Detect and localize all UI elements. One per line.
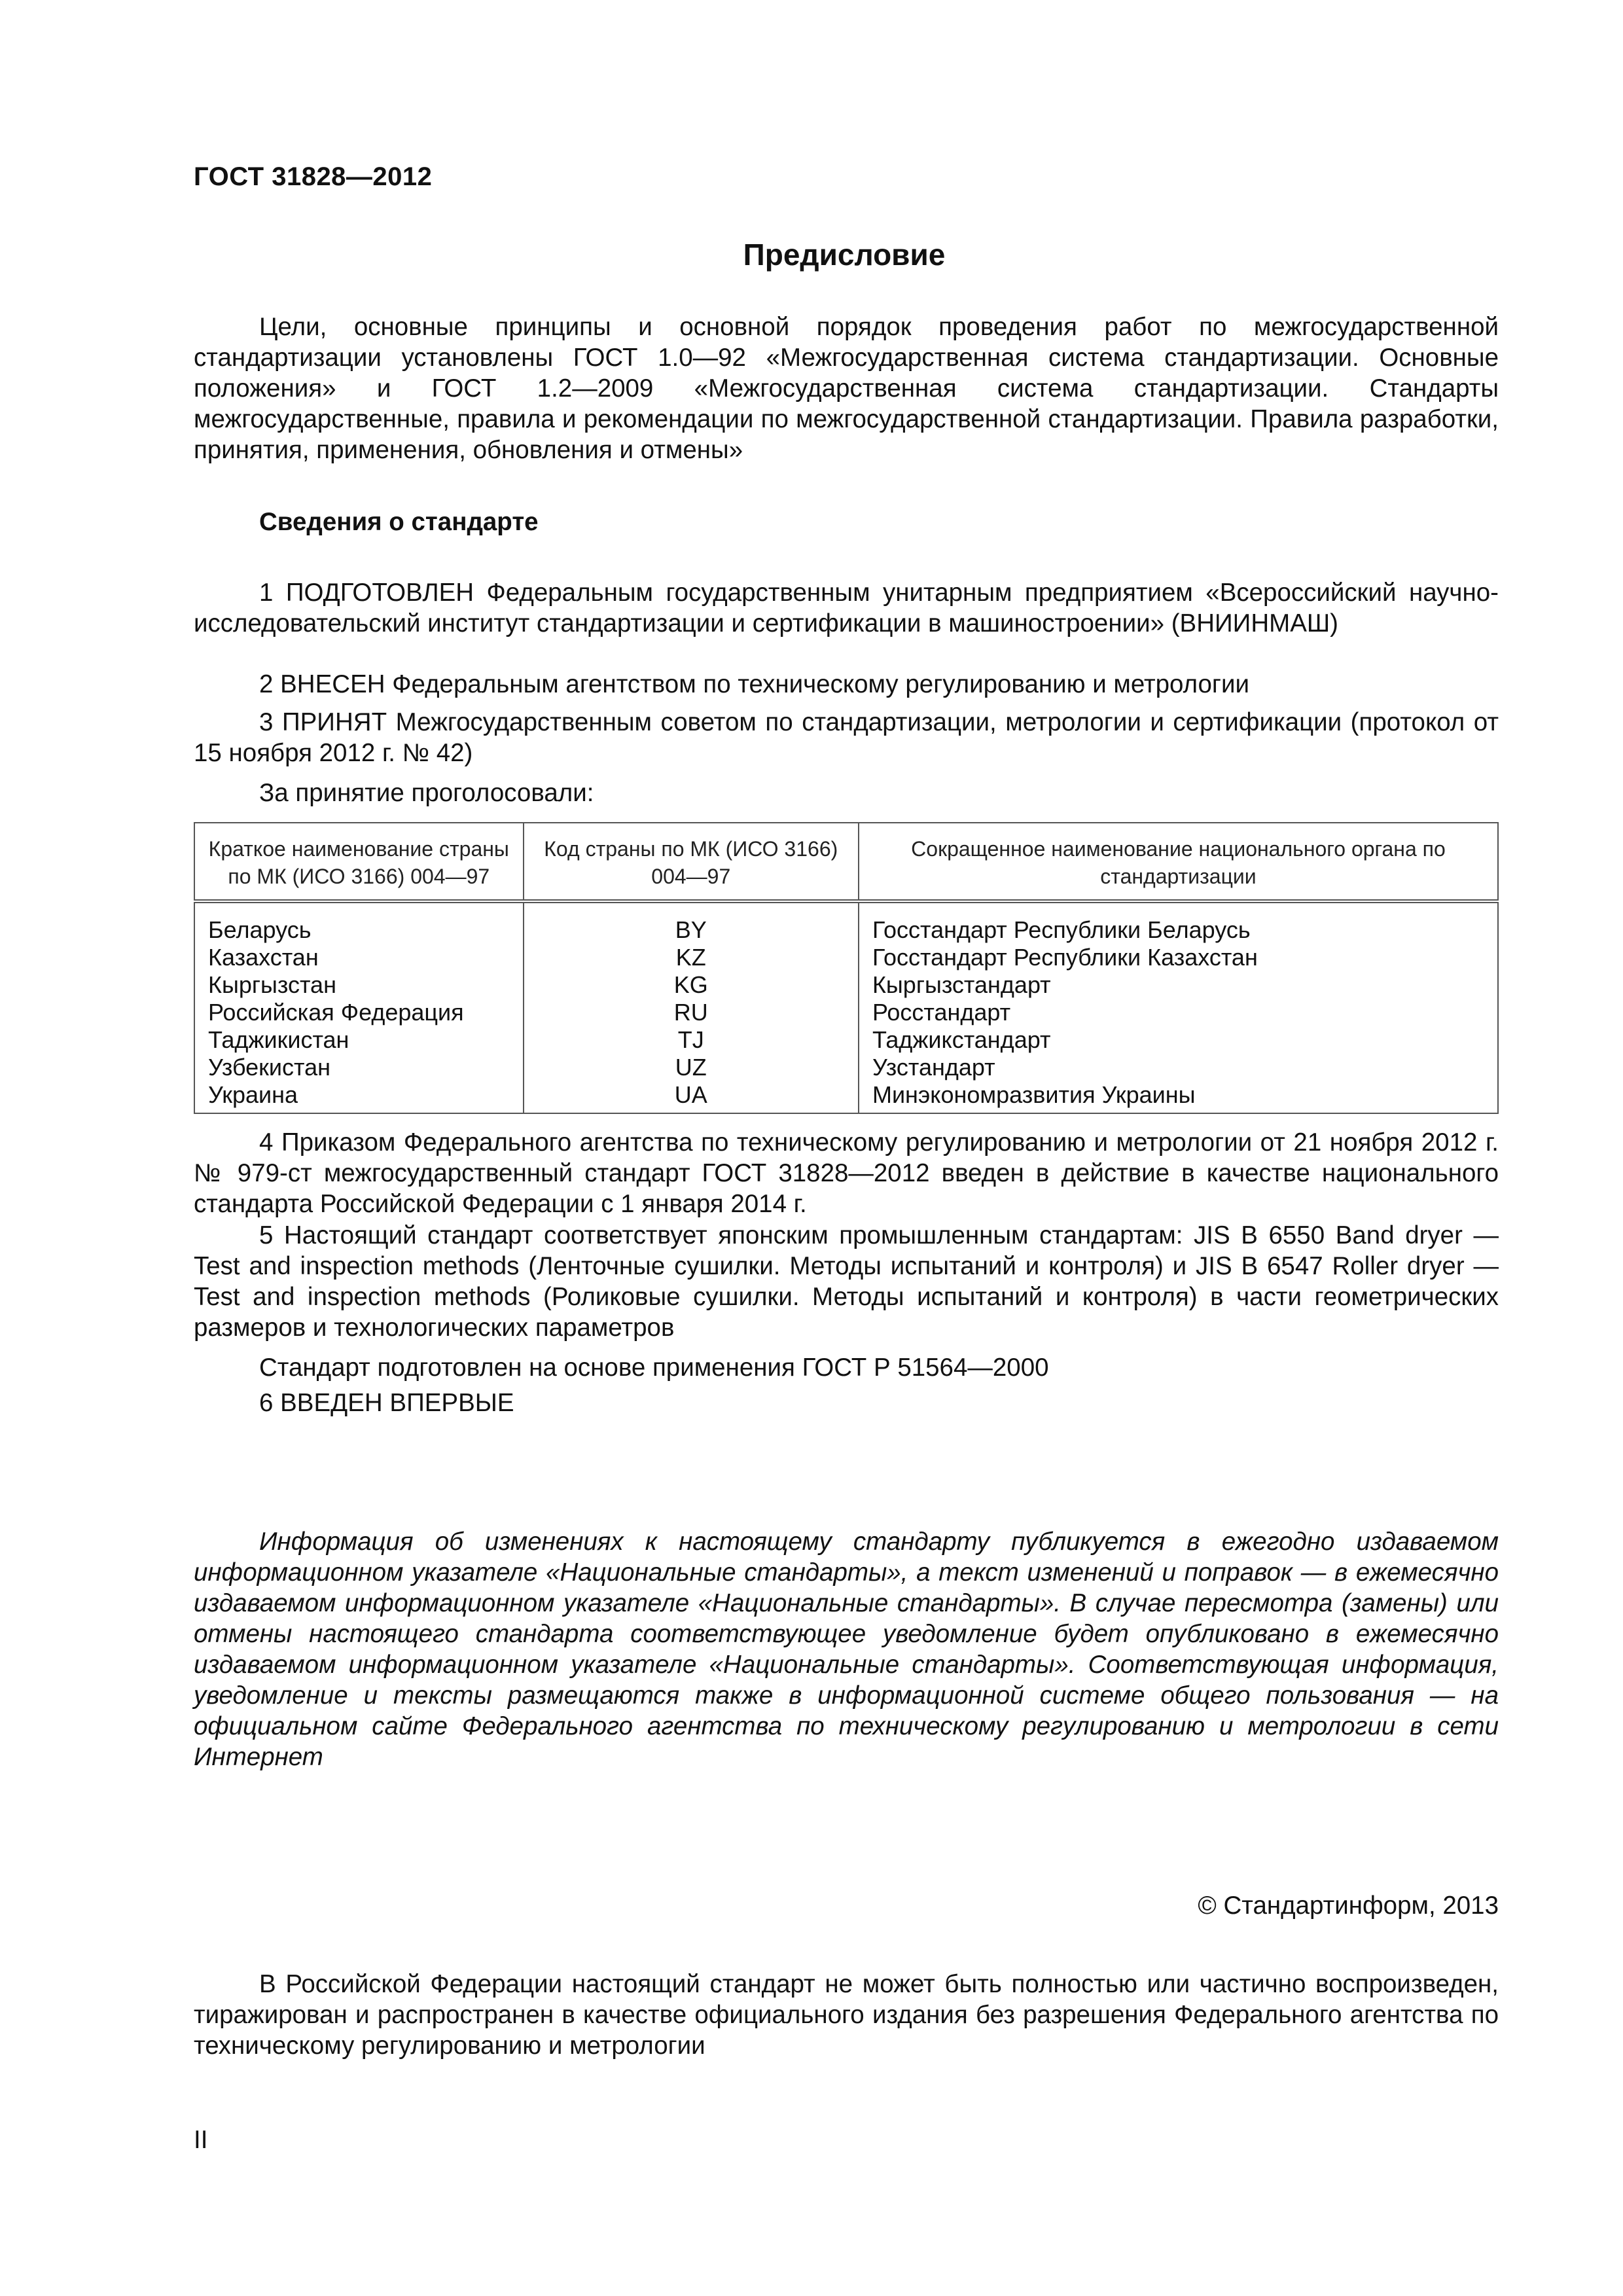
item-5-paragraph: 5 Настоящий стандарт соответствует японским промышленным стандартам: JIS B 6550 Band dryer — Test and inspection methods (Ленточные сушилки. Методы испытаний и контроля) и JIS B 6547 Roller dryer — Test and inspection methods (Роликовые сушилки. Методы испытаний и контроля) в части геометрических размеров и технологических параметров (194, 1221, 1499, 1342)
page-title: Предисловие (743, 238, 946, 272)
column-header-code: Код страны по МК (ИСО 3166) 004—97 (524, 823, 859, 901)
item-3-paragraph: 3 ПРИНЯТ Межгосударственным советом по стандартизации, метрологии и сертификации (протокол от 15 ноября 2012 г. № 42) (194, 708, 1499, 767)
code-cell: BY (524, 901, 859, 944)
item-4-paragraph: 4 Приказом Федерального агентства по техническому регулированию и метрологии от 21 ноября 2012 г. № 979-ст межгосударственный стандарт ГОСТ 31828—2012 введен в действие в качестве национального стандарта Российской Федерации с 1 января 2014 г. (194, 1128, 1499, 1218)
country-cell: Российская Федерация (194, 999, 524, 1026)
table-row (194, 1081, 1498, 1113)
item-2-paragraph: 2 ВНЕСЕН Федеральным агентством по техническому регулированию и метрологии (259, 670, 1249, 698)
country-cell: Узбекистан (194, 1054, 524, 1081)
code-cell: UA (524, 1081, 859, 1113)
table-row (194, 1054, 1498, 1081)
organ-cell: Кыргызстандарт (859, 971, 1498, 999)
organ-cell: Госстандарт Республики Казахстан (859, 944, 1498, 971)
document-code-header: ГОСТ 31828—2012 (194, 162, 433, 191)
organ-cell: Узстандарт (859, 1054, 1498, 1081)
organ-cell: Минэкономразвития Украины (859, 1081, 1498, 1113)
organ-cell: Росстандарт (859, 999, 1498, 1026)
country-cell: Казахстан (194, 944, 524, 971)
standard-info-heading: Сведения о стандарте (259, 508, 539, 536)
table-row (194, 1026, 1498, 1054)
page-number: II (194, 2126, 208, 2154)
code-cell: RU (524, 999, 859, 1026)
legal-notice: В Российской Федерации настоящий стандарт не может быть полностью или частично воспроизведен, тиражирован и распространен в качестве официального издания без разрешения Федерального агентства по техническому регулированию и метрологии (194, 1970, 1499, 2060)
column-header-organ: Сокращенное наименование национального органа по стандартизации (859, 823, 1498, 901)
changes-info-notice: Информация об изменениях к настоящему стандарту публикуется в ежегодно издаваемом информационном указателе «Национальные стандарты», а текст изменений и поправок — в ежемесячно издаваемом информационном указателе «Национальные стандарты». В случае пересмотра (замены) или отмены настоящего стандарта соответствующее уведомление будет опубликовано в ежемесячно издаваемом информационном указателе «Национальные стандарты». Соответствующая информация, уведомление и тексты размещаются также в информационной системе общего пользования — на официальном сайте Федерального агентства по техническому регулированию и метрологии в сети Интернет (194, 1528, 1499, 1771)
code-cell: KG (524, 971, 859, 999)
country-cell: Украина (194, 1081, 524, 1113)
basis-paragraph: Стандарт подготовлен на основе применения ГОСТ Р 51564—2000 (259, 1354, 1049, 1382)
voted-label: За принятие проголосовали: (259, 779, 594, 807)
code-cell: TJ (524, 1026, 859, 1054)
country-cell: Кыргызстан (194, 971, 524, 999)
country-cell: Беларусь (194, 901, 524, 944)
code-cell: UZ (524, 1054, 859, 1081)
copyright-line: © Стандартинформ, 2013 (1198, 1892, 1499, 1920)
column-header-country: Краткое наименование страны по МК (ИСО 3166) 004—97 (194, 823, 524, 901)
item-1-paragraph: 1 ПОДГОТОВЛЕН Федеральным государственным унитарным предприятием «Всероссийский научно-исследовательский институт стандартизации и сертификации в машиностроении» (ВНИИНМАШ) (194, 579, 1499, 637)
countries-table (194, 822, 1499, 1114)
table-row (194, 971, 1498, 999)
table-row (194, 999, 1498, 1026)
item-6-paragraph: 6 ВВЕДЕН ВПЕРВЫЕ (259, 1389, 514, 1417)
organ-cell: Таджикстандарт (859, 1026, 1498, 1054)
code-cell: KZ (524, 944, 859, 971)
organ-cell: Госстандарт Республики Беларусь (859, 901, 1498, 944)
country-cell: Таджикистан (194, 1026, 524, 1054)
table-row (194, 901, 1498, 944)
table-row (194, 944, 1498, 971)
table-header-row (194, 823, 1498, 901)
intro-paragraph: Цели, основные принципы и основной порядок проведения работ по межгосударственной стандартизации установлены ГОСТ 1.0—92 «Межгосударственная система стандартизации. Основные положения» и ГОСТ 1.2—2009 «Межгосударственная система стандартизации. Стандарты межгосударственные, правила и рекомендации по межгосударственной стандартизации. Правила разработки, принятия, применения, обновления и отмены» (194, 313, 1499, 464)
